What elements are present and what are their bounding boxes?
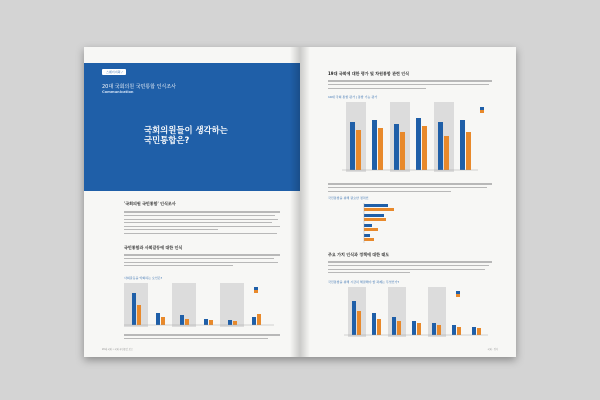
bar [161,317,165,325]
bar [416,118,421,170]
bar [372,120,377,170]
bar [400,132,405,170]
right-page-footer: 국회 · 정치 [487,348,498,351]
bar [204,319,208,325]
section-paragraph [124,252,280,272]
bar [412,321,416,335]
bar [185,319,189,325]
bar [392,317,396,335]
bar [137,305,141,325]
bar [209,320,213,325]
left-page [84,47,300,357]
bar [437,325,441,335]
series-title: 20대 국회의원 국민통합 인식조사 [102,84,176,90]
hero-title-line2: 국민통합은? [144,135,190,145]
hero-title-line1: 국회의원들이 생각하는 [144,125,228,135]
bar [460,120,465,170]
right-chart1 [328,102,498,176]
right-section1-paragraph [328,78,492,92]
hbar [364,224,372,227]
right-chart2-title: 국민통합을 위해 필요한 정치인 [328,196,369,200]
bar [477,328,481,335]
bar [372,313,376,335]
right-chart1-legend [480,107,486,113]
bar [233,321,237,325]
bar [444,136,449,170]
bar [228,320,232,325]
bar [378,128,383,170]
right-chart3-legend [456,291,462,297]
hbar [364,238,374,241]
bar [180,315,184,325]
left-chart-title: 사회갈등을 악화하는 요인은? [124,276,163,280]
right-chart2-horizontal [328,203,478,245]
right-chart3 [328,287,498,339]
bar [472,327,476,335]
bar [457,327,461,335]
right-chart1-title: 19대 국회 통합 평가 | 통합 기능 평가 [328,95,378,99]
bar [132,293,136,325]
bar [397,321,401,335]
hero-banner [84,63,300,191]
bar [452,325,456,335]
bar [422,126,427,170]
left-footnote-paragraph [124,332,280,344]
bar [438,122,443,170]
series-subtitle: Communication [102,90,134,94]
section-tag: 스웨이지웍 / [102,69,126,75]
bar [377,319,381,335]
hero-title [144,125,284,145]
hbar [364,218,386,221]
hbar [364,204,388,207]
left-chart-legend [254,287,260,293]
right-section1-heading: 19대 국회에 대한 평가 및 차원통합 관련 인식 [328,71,410,76]
right-section3-heading: 주요 가치 인식과 정책에 대한 태도 [328,252,390,257]
right-page [300,47,516,357]
hbar [364,228,378,231]
bar [257,314,261,325]
intro-paragraph [124,209,280,239]
bar [432,323,436,335]
bar [417,323,421,335]
magazine-spread [84,47,516,357]
hbar [364,214,384,217]
bar [252,317,256,325]
hbar [364,234,370,237]
bar [466,132,471,170]
bar [352,301,356,335]
section-heading: 국민통합과 사회갈등에 대한 인식 [124,245,183,250]
bar [156,313,160,325]
left-page-footer: 20대 국회 • 국회 국민통합 보고 [102,348,133,351]
right-section3-paragraph [328,259,492,279]
bar [350,122,355,170]
bar [356,130,361,170]
bar [357,311,361,335]
right-section2-paragraph [328,181,492,195]
right-chart3-title: 국민통합을 위해 시급히 해결해야 할 과제는 무엇인가? [328,280,400,284]
bar [394,124,399,170]
left-bar-chart [124,283,284,329]
hbar [364,208,394,211]
intro-heading: '국회의원 국민통합' 인식조사 [124,201,176,206]
